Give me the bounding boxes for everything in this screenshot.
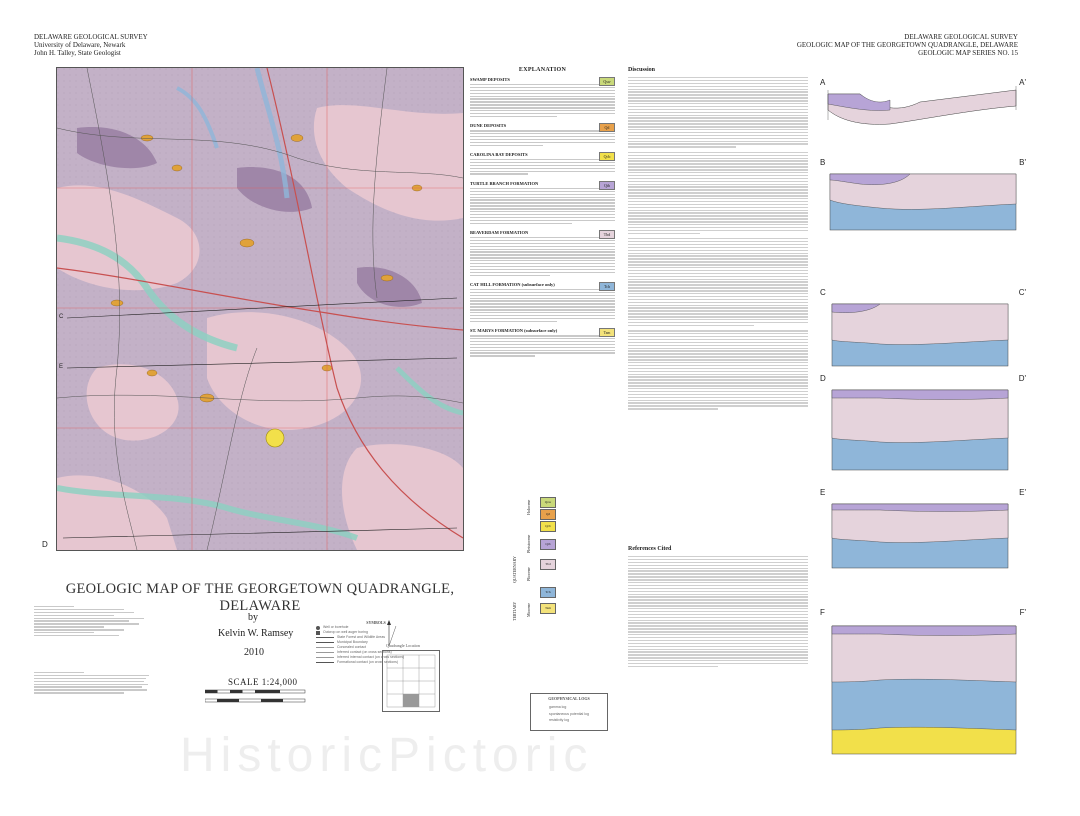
- unit-symbol: Tch: [599, 282, 615, 291]
- sp-log-label: spontaneous potential log: [549, 711, 589, 716]
- section-d-right: D': [1018, 374, 1026, 383]
- scale-bar: [205, 686, 315, 708]
- geophysical-logs-legend: [530, 693, 608, 731]
- quad-location-inset: [382, 650, 440, 712]
- section-b-profile: [820, 160, 1026, 238]
- map-notes: [34, 606, 154, 636]
- symbol-row: State Forest and Wildlife Areas: [316, 635, 436, 640]
- quad-location-grid: [383, 651, 439, 711]
- symbol-row: Outcrop on well auger boring: [316, 630, 436, 635]
- symbol-row: Concealed contact: [316, 645, 436, 650]
- symbol-row: Inferred contact (on cross sections): [316, 650, 436, 655]
- corr-box: Tch: [540, 587, 556, 598]
- unit-swamp: SWAMP DEPOSITS Qsw: [470, 77, 615, 117]
- author: Kelvin W. Ramsey: [218, 628, 294, 639]
- corr-box: Tbd: [540, 559, 556, 570]
- unit-symbol: Qtb: [599, 181, 615, 190]
- pliocene-label: Pliocene: [526, 567, 531, 581]
- discussion-title: Discussion: [628, 67, 656, 73]
- acknowledgements: [34, 672, 154, 694]
- unit-cat-hill: CAT HILL FORMATION (subsurface only) Tch: [470, 282, 615, 322]
- unit-dune: DUNE DEPOSITS Qd: [470, 123, 615, 146]
- series-number: GEOLOGIC MAP SERIES NO. 15: [918, 49, 1018, 57]
- map-title-right: GEOLOGIC MAP OF THE GEORGETOWN QUADRANGLE, DELAWARE: [796, 41, 1018, 49]
- symbol-row: Municipal Boundary: [316, 640, 436, 645]
- unit-symbol: Tbd: [599, 230, 615, 239]
- map-title: GEOLOGIC MAP OF THE GEORGETOWN QUADRANGLE, DELAWARE: [65, 581, 455, 614]
- corr-box: Qtb: [540, 539, 556, 550]
- gamma-log-label: gamma log: [549, 705, 567, 709]
- unit-st-marys: ST. MARYS FORMATION (subsurface only) Tsm: [470, 328, 615, 357]
- unit-turtle-branch: TURTLE BRANCH FORMATION Qtb: [470, 181, 615, 224]
- cross-section-d: [820, 376, 1026, 472]
- symbol-row: Formational contact (on cross sections): [316, 660, 436, 665]
- miocene-label: Miocene: [526, 603, 531, 617]
- tertiary-label: TERTIARY: [512, 601, 517, 621]
- cross-section-c: [820, 290, 1026, 368]
- symbols-title: SYMBOLS: [366, 620, 386, 625]
- section-e-right: E': [1019, 488, 1026, 497]
- survey-name-right: DELAWARE GEOLOGICAL SURVEY: [904, 33, 1018, 41]
- scale-label: SCALE 1:24,000: [228, 677, 298, 687]
- pleistocene-label: Pleistocene: [526, 534, 531, 553]
- watermark: HistoricPictoric: [180, 729, 594, 782]
- state-geologist: John H. Talley, State Geologist: [34, 49, 121, 57]
- references-title: References Cited: [628, 546, 672, 552]
- header-right: [797, 33, 1018, 57]
- references-column: [628, 546, 808, 671]
- unit-symbol: Qd: [599, 123, 615, 132]
- header-left: [34, 33, 148, 57]
- university: University of Delaware, Newark: [34, 41, 126, 49]
- section-a-profile: [820, 80, 1026, 138]
- section-d-profile: [820, 376, 1026, 472]
- cross-section-e: [820, 490, 1026, 570]
- symbol-row: Well or borehole: [316, 625, 436, 630]
- section-f-left: F: [820, 608, 825, 617]
- resistivity-log-label: resistivity log: [549, 718, 570, 722]
- geophysical-logs-title: GEOPHYSICAL LOGS: [548, 696, 590, 701]
- cross-section-b: [820, 160, 1026, 238]
- section-c-profile: [820, 290, 1026, 368]
- cross-section-f: [820, 610, 1026, 760]
- unit-carolina-bay: CAROLINA BAY DEPOSITS Qcb: [470, 152, 615, 175]
- section-f-profile: [820, 610, 1026, 760]
- section-a-left: A: [820, 78, 826, 87]
- correlation-chart: [488, 497, 608, 625]
- section-e-label: E: [59, 364, 64, 370]
- discussion-column: [628, 67, 808, 414]
- corr-box: Qd: [540, 509, 556, 520]
- year: 2010: [244, 647, 264, 658]
- byline: by: [248, 612, 258, 623]
- section-e-profile: [820, 490, 1026, 570]
- unit-symbol: Qsw: [599, 77, 615, 86]
- quad-location-title: Quadrangle Location: [386, 643, 420, 648]
- corr-box: Qcb: [540, 521, 556, 532]
- section-b-left: B: [820, 158, 826, 167]
- section-f-right: F': [1019, 608, 1026, 617]
- unit-symbol: Tsm: [599, 328, 615, 337]
- section-c-right: C': [1018, 288, 1026, 297]
- cross-section-a: [820, 80, 1026, 138]
- section-d-left: D: [820, 374, 826, 383]
- section-c-label: C: [59, 314, 64, 320]
- explanation-column: [470, 67, 615, 363]
- section-d-label: D: [42, 540, 48, 549]
- geologic-map[interactable]: [56, 67, 464, 551]
- section-e-left: E: [820, 488, 826, 497]
- quaternary-label: QUATERNARY: [512, 556, 517, 583]
- survey-name: DELAWARE GEOLOGICAL SURVEY: [34, 33, 148, 41]
- holocene-label: Holocene: [526, 499, 531, 515]
- corr-box: Qsw: [540, 497, 556, 508]
- section-c-left: C: [820, 288, 826, 297]
- symbol-row: Inferred internal contact (on cross sections): [316, 655, 436, 660]
- explanation-title: EXPLANATION: [518, 67, 567, 73]
- unit-symbol: Qcb: [599, 152, 615, 161]
- corr-box: Tsm: [540, 603, 556, 614]
- geologic-map-canvas: [57, 68, 463, 550]
- section-b-right: B': [1019, 158, 1026, 167]
- unit-beaverdam: BEAVERDAM FORMATION Tbd: [470, 230, 615, 276]
- section-a-right: A': [1019, 78, 1026, 87]
